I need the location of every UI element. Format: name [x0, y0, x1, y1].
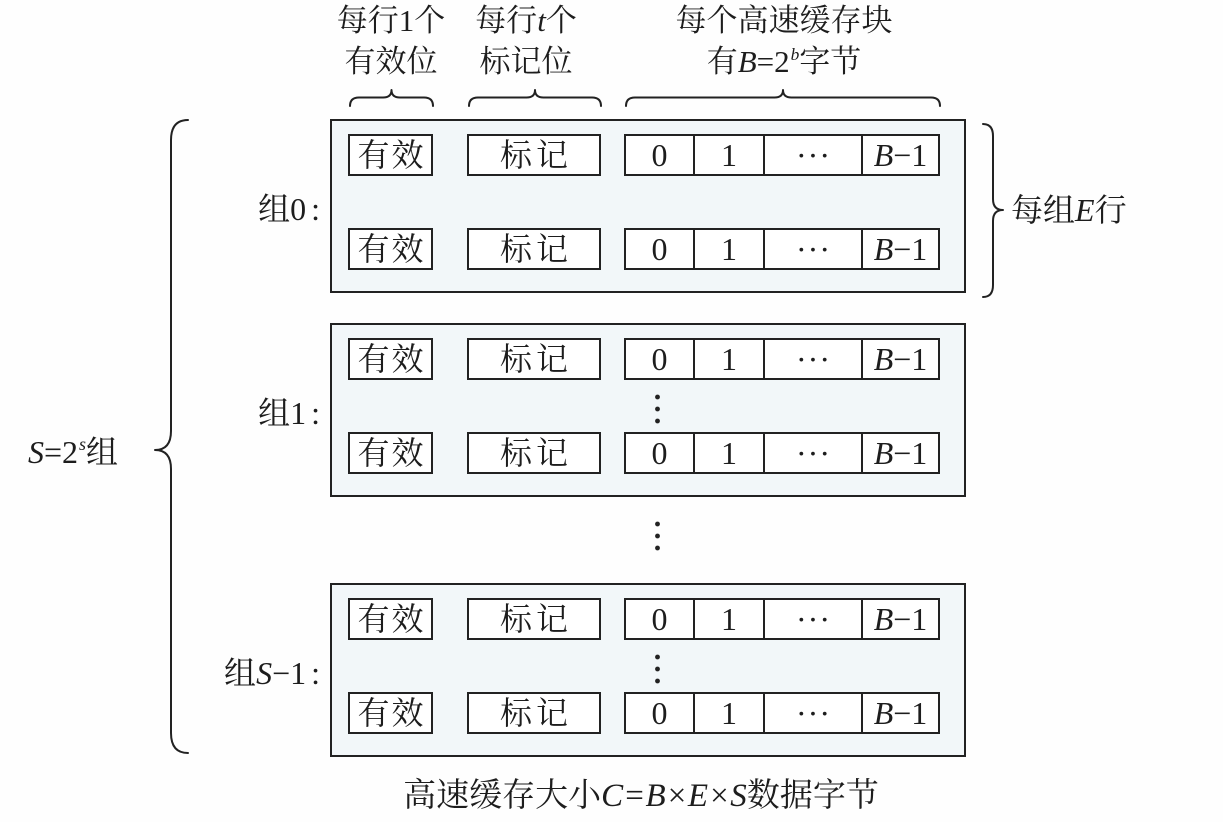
block-bytes-caption-post: 字节 [799, 44, 862, 79]
byte-last-var: B [873, 695, 894, 731]
valid-bit-caption [321, 0, 461, 82]
set-label-colon: : [311, 395, 320, 431]
byte-1-cell: 1 [693, 600, 763, 638]
cache-block [624, 692, 940, 734]
byte-1-cell: 1 [693, 230, 763, 268]
byte-1-cell: 1 [693, 434, 763, 472]
block-bytes-caption-eq: =2 [756, 44, 790, 79]
byte-last-cell [861, 600, 938, 638]
byte-0-cell: 0 [651, 137, 668, 173]
byte-last-var: B [873, 435, 894, 471]
cache-block [624, 432, 940, 474]
block-bytes-caption-var: B [737, 44, 757, 79]
byte-last-cell [861, 434, 938, 472]
byte-last-offset: −1 [893, 231, 928, 267]
set-box [330, 323, 966, 497]
valid-bit-cell: 有效 [348, 432, 433, 474]
byte-ellipsis-cell: ··· [763, 230, 861, 268]
byte-ellipsis-cell: ··· [763, 136, 861, 174]
tag-cell: 标记 [467, 598, 601, 640]
tag-bits-brace [469, 90, 601, 106]
byte-last-cell [861, 136, 938, 174]
tag-cell: 标记 [467, 228, 601, 270]
valid-bit-brace [350, 90, 433, 106]
block-bytes-caption-line1: 每个高速缓存块 [675, 3, 893, 38]
tag-bits-caption-pre: 每行 [475, 3, 538, 38]
tag-bits-caption-post: 个 [545, 3, 577, 38]
vertical-ellipsis-icon [655, 518, 660, 554]
tag-bits-caption [456, 0, 596, 82]
num-sets-eq: =2 [44, 434, 79, 470]
cache-block [624, 134, 940, 176]
tag-cell: 标记 [467, 692, 601, 734]
byte-last-var: B [873, 137, 894, 173]
block-bytes-brace [626, 90, 940, 106]
lines-per-set-pre: 每组 [1011, 192, 1076, 228]
byte-0-cell: 0 [651, 341, 668, 377]
byte-1-cell: 1 [693, 136, 763, 174]
valid-bit-cell: 有效 [348, 692, 433, 734]
cache-line [332, 598, 964, 640]
cache-block [624, 598, 940, 640]
byte-1-cell: 1 [693, 694, 763, 732]
vertical-ellipsis-icon [655, 651, 660, 687]
set-label-prefix: 组 [258, 395, 291, 431]
byte-0-cell: 0 [651, 601, 668, 637]
cache-block [624, 228, 940, 270]
tag-bits-caption-line2: 标记位 [479, 44, 573, 79]
valid-bit-cell: 有效 [348, 134, 433, 176]
byte-last-offset: −1 [893, 435, 928, 471]
num-sets-var: S [28, 434, 44, 470]
set-label [140, 653, 320, 693]
cache-size-caption-post: 数据字节 [746, 778, 879, 814]
set-label [140, 189, 320, 229]
byte-last-cell [861, 694, 938, 732]
set-label-index: 0 [290, 191, 307, 227]
tag-cell: 标记 [467, 432, 601, 474]
block-bytes-caption-pre: 有 [706, 44, 738, 79]
cache-size-formula: C=B×E×S [601, 778, 747, 814]
num-sets-exp: s [79, 434, 87, 455]
byte-last-offset: −1 [893, 341, 928, 377]
tag-cell: 标记 [467, 338, 601, 380]
byte-ellipsis-cell: ··· [763, 694, 861, 732]
cache-line [332, 338, 964, 380]
block-bytes-caption-exp: b [790, 44, 800, 64]
byte-ellipsis-cell: ··· [763, 434, 861, 472]
set-label-prefix: 组 [258, 191, 291, 227]
valid-bit-caption-line2: 有效位 [344, 44, 438, 79]
lines-per-set-post: 行 [1094, 192, 1127, 228]
cache-set-1 [0, 323, 1223, 497]
cache-set-last [0, 583, 1223, 757]
vertical-ellipsis-icon [655, 391, 660, 427]
valid-bit-cell: 有效 [348, 228, 433, 270]
cache-set-0 [0, 119, 1223, 293]
byte-1-cell: 1 [693, 340, 763, 378]
byte-0-cell: 0 [651, 695, 668, 731]
lines-per-set-var: E [1075, 192, 1095, 228]
cache-line [332, 228, 964, 270]
set-label [140, 393, 320, 433]
byte-0-cell: 0 [651, 435, 668, 471]
tag-bits-caption-line1 [456, 0, 596, 41]
byte-last-var: B [873, 341, 894, 377]
byte-last-offset: −1 [893, 137, 928, 173]
cache-line [332, 432, 964, 474]
set-label-index: −1 [272, 655, 307, 691]
byte-last-offset: −1 [893, 695, 928, 731]
block-bytes-caption [654, 0, 914, 87]
set-label-index: 1 [290, 395, 307, 431]
byte-last-cell [861, 340, 938, 378]
set-box [330, 583, 966, 757]
valid-bit-caption-line1: 每行1个 [336, 3, 446, 38]
byte-ellipsis-cell: ··· [763, 340, 861, 378]
cache-line [332, 134, 964, 176]
cache-line [332, 692, 964, 734]
byte-last-cell [861, 230, 938, 268]
num-sets-post: 组 [86, 434, 119, 470]
cache-size-caption-pre: 高速缓存大小 [403, 778, 602, 814]
block-bytes-caption-line2 [654, 41, 914, 87]
cache-block [624, 338, 940, 380]
byte-last-var: B [873, 231, 894, 267]
set-label-var: S [256, 655, 273, 691]
byte-last-offset: −1 [893, 601, 928, 637]
set-box [330, 119, 966, 293]
valid-bit-cell: 有效 [348, 598, 433, 640]
tag-bits-caption-var: t [537, 3, 546, 38]
set-label-colon: : [311, 191, 320, 227]
valid-bit-cell: 有效 [348, 338, 433, 380]
byte-0-cell: 0 [651, 231, 668, 267]
tag-cell: 标记 [467, 134, 601, 176]
byte-ellipsis-cell: ··· [763, 600, 861, 638]
set-label-colon: : [311, 655, 320, 691]
cache-size-caption [331, 776, 951, 816]
byte-last-var: B [873, 601, 894, 637]
set-label-prefix: 组 [224, 655, 257, 691]
